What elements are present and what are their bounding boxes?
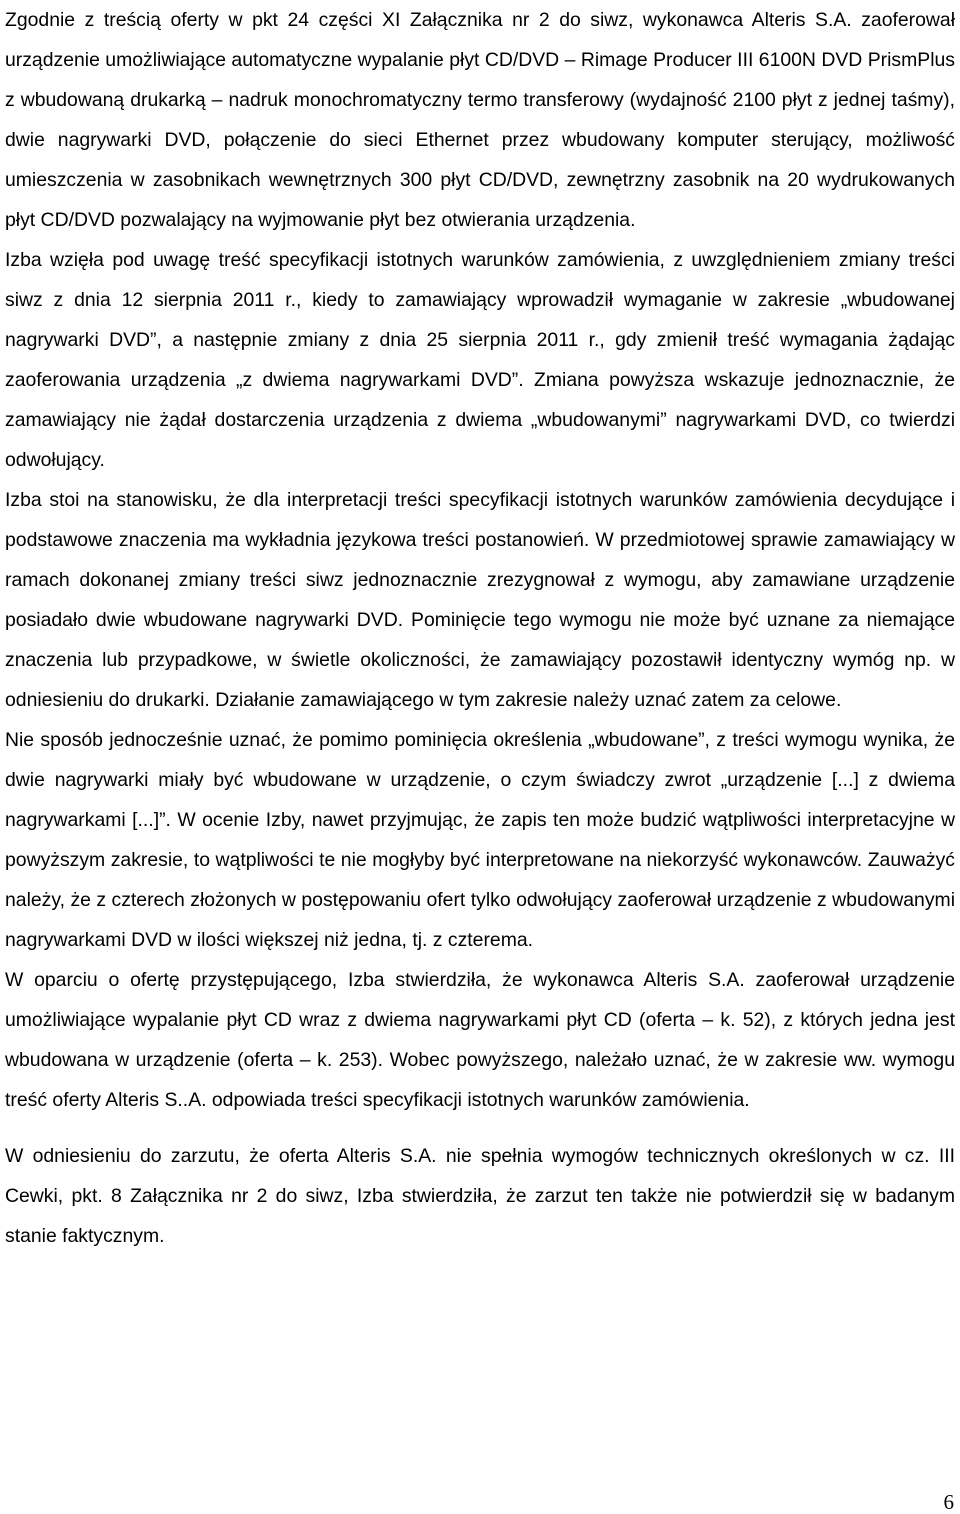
paragraph-offer-description: Zgodnie z treścią oferty w pkt 24 części XI Załącznika nr 2 do siwz, wykonawca Alteris S.A. zaoferował urządzenie umożliwiające automatyczne wypalanie płyt CD/DVD – Rimage Producer III 6100N DVD PrismPlus z wbudowaną drukarką – nadruk monochromatyczny termo transferowy (wydajność 2100 płyt z jednej taśmy), dwie nagrywarki DVD, połączenie do sieci Ethernet przez wbudowany komputer sterujący, możliwość umieszczenia w zasobnikach wewnętrznych 300 płyt CD/DVD, zewnętrzny zasobnik na 20 wydrukowanych płyt CD/DVD pozwalający na wyjmowanie płyt bez otwierania urządzenia. <box>5 9 955 231</box>
paragraph-conclusion-alteris: W oparciu o ofertę przystępującego, Izba stwierdziła, że wykonawca Alteris S.A. zaoferował urządzenie umożliwiające wypalanie płyt CD wraz z dwiema nagrywarkami płyt CD (oferta – k. 52), z których jedna jest wbudowana w urządzenie (oferta – k. 253). Wobec powyższego, należało uznać, że w zakresie ww. wymogu treść oferty Alteris S..A. odpowiada treści specyfikacji istotnych warunków zamówienia. <box>5 969 955 1111</box>
document-body <box>5 0 955 1256</box>
paragraph-coil-requirements: W odniesieniu do zarzutu, że oferta Alteris S.A. nie spełnia wymogów technicznych określonych w cz. III Cewki, pkt. 8 Załącznika nr 2 do siwz, Izba stwierdziła, że zarzut ten także nie potwierdził się w badanym stanie faktycznym. <box>5 1145 955 1247</box>
page-number: 6 <box>943 1490 954 1514</box>
paragraph-siwz-changes: Izba wzięła pod uwagę treść specyfikacji istotnych warunków zamówienia, z uwzględnieniem zmiany treści siwz z dnia 12 sierpnia 2011 r., kiedy to zamawiający wprowadził wymaganie w zakresie „wbudowanej nagrywarki DVD”, a następnie zmiany z dnia 25 sierpnia 2011 r., gdy zmienił treść wymagania żądając zaoferowania urządzenia „z dwiema nagrywarkami DVD”. Zmiana powyższa wskazuje jednoznacznie, że zamawiający nie żądał dostarczenia urządzenia z dwiema „wbudowanymi” nagrywarkami DVD, co twierdzi odwołujący. <box>5 249 955 471</box>
paragraph-interpretation: Izba stoi na stanowisku, że dla interpretacji treści specyfikacji istotnych warunków zamówienia decydujące i podstawowe znaczenia ma wykładnia językowa treści postanowień. W przedmiotowej sprawie zamawiający w ramach dokonanej zmiany treści siwz jednoznacznie zrezygnował z wymogu, aby zamawiane urządzenie posiadało dwie wbudowane nagrywarki DVD. Pominięcie tego wymogu nie może być uznane za niemające znaczenia lub przypadkowe, w świetle okoliczności, że zamawiający pozostawił identyczny wymóg np. w odniesieniu do drukarki. Działanie zamawiającego w tym zakresie należy uznać zatem za celowe. <box>5 489 955 711</box>
paragraph-doubts: Nie sposób jednocześnie uznać, że pomimo pominięcia określenia „wbudowane”, z treści wymogu wynika, że dwie nagrywarki miały być wbudowane w urządzenie, o czym świadczy zwrot „urządzenie [...] z dwiema nagrywarkami [...]”. W ocenie Izby, nawet przyjmując, że zapis ten może budzić wątpliwości interpretacyjne w powyższym zakresie, to wątpliwości te nie mogłyby być interpretowane na niekorzyść wykonawców. Zauważyć należy, że z czterech złożonych w postępowaniu ofert tylko odwołujący zaoferował urządzenie z wbudowanymi nagrywarkami DVD w ilości większej niż jedna, tj. z czterema. <box>5 729 955 951</box>
